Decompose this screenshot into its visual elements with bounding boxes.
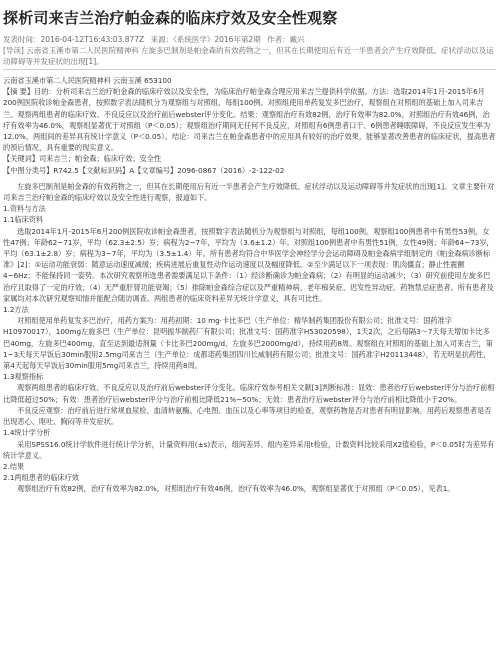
heading-statistics: 1.4统计学分析 <box>3 428 51 438</box>
abstract: 【摘 要】目的：分析司来吉兰治疗帕金森的临床疗效以及安全性，为临床治疗帕金森合理应用来吉兰提供科学依据。方法：选取2014年1月-2015年6月200例医院收诊帕金森患者，按照数字表法随机分为观察组与对照组，每组100例。对照组使用单药复发多巴治疗，观察组在对照组的基础上加入司来吉兰。观察两组患者的临床疗效、不良反应以及治疗前后webster评分变化。结果：观察组治疗有效82例，治疗有效率为82.0%，对照组治疗有效46例，治疗有效率为46.0%，观察组显著优于对照组（P＜0.05）；观察组治疗期间无任何不良反应，对照组有6例患者口干、6例患者睡眠障碍，不良反应发生率为12.0%，两组间的差异具有统计学意义（P＜0.05）。结论：司来吉兰在帕金森患者中的应用具有较好的治疗效果，能够显著改善患者的临床症状，提高患者的预后情况，具有重要的现实意义。 <box>3 87 496 153</box>
article-meta <box>3 34 496 45</box>
article-body <box>3 71 496 495</box>
publish-date: 发表时间：2016-04-12T16:43:03.877Z <box>3 35 145 44</box>
heading-methods: 1.资料与方法 <box>3 204 46 214</box>
clinical-data-paragraph: 选取2014年1月-2015年6月200例医院收诊帕金森患者，按照数字表法随机分为观察组与对照组，每组100例。观察组100例患者中有男性53例，女性47例；年龄62~71岁，平均（62.3±2.5）岁；病程为2~7年，平均为（3.6±1.2）年。对照组100例患者中有男性51例，女性49例；年龄64~73岁，平均（63.1±2.8）岁；病程为3~7年，平均为（3.5±1.4）年。所有患者均符合中华医学会神经学分会运动障碍及帕金森病学组制定的《帕金森病诊断标准》[2]：①运动功能衰弱：随意运动速度减缓；疾病进展后重复性动作运动速度以及幅度降低。②至少满足以下一项表现：肌肉僵直；静止性震颤4~6Hz；不能保持同一姿势。本次研究观察所选患者需要满足以下条件：（1）经诊断确诊为帕金森病；（2）有明显的运动减少；（3）研究前使用左旋多巴治疗且取得了一定的疗效；（4）无严重肝肾功能衰竭；（5）排除帕金森综合症以及严重精神病、老年痴呆症、迟发性异动症、药物禁忌症患者。所有患者及家属均对本次研究观察知情并能配合随访调查。两组患者的临床资料差异无统计学意义，具有可比性。 <box>3 226 494 303</box>
method-paragraph: 对照组使用单药复发多巴治疗，用药方案为：用药初期：10 mg·卡比多巴（生产单位：精华制药集团股份有限公司；批准文号：国药准字H10970017），100mg左旋多巴（生产单位：昆明振华制药厂有限公司；批准文号：国药准字H53020598），1天2次，之后每隔3～7天每天增加卡比多巴40mg，左旋多巴400mg，直至达到最适剂量（卡比多巴200mg/d、左旋多巴2000mg/d），持续用药8周。观察组在对照组的基础上加入司来吉兰，第1~3天每天早饭后30min服用2.5mg司来吉兰（生产单位：成都诺药集团四川长威制药有限公司；批准文号：国药准字H20113448），若无明显抗药性，第4天起每天早饭后30min服用5mg司来吉兰，持续用药8周。 <box>3 316 493 371</box>
heading-observation: 1.3观察指标 <box>3 372 44 382</box>
article-source: 来源：《系统医学》2016年第2期 <box>150 35 261 44</box>
heading-efficacy: 2.1两组患者的临床疗效 <box>3 473 80 483</box>
statistics-paragraph: 采用SPSS16.0统计学软件进行统计学分析，计量资料用(±s)表示，组间差异、组内差异采用t检验，计数资料比较采用X2值检验，P＜0.05时为差异有统计学意义。 <box>3 439 495 460</box>
heading-method: 1.2方法 <box>3 305 29 315</box>
article-author[interactable]: 作者：戴兴 <box>267 35 305 44</box>
adverse-reaction-paragraph: 不良反应观察：治疗前后进行常规血尿检、血清转氨酶、心电图、血压以及心率等项目的检查，观察药物是否对患者有明显影响。用药后观察患者是否出现恶心、呕吐、胸闷等并发症状。 <box>3 405 492 427</box>
efficacy-paragraph: 观察组治疗有效82例，治疗有效率为82.0%，对照组治疗有效46例，治疗有效率为46.0%，观察组显著优于对照组（P＜0.05），见表1。 <box>17 484 455 494</box>
heading-clinical-data: 1.1临床资料 <box>3 215 44 225</box>
header-divider <box>3 69 496 70</box>
article-guide: [导读] 云南省玉溪市第二人民医院精神科 左旋多巴制剂是帕金森的有效药物之一，但其在长期使用后有近一半患者会产生疗效降低、症状浮动以及运动障碍等并发症状的出现[1]。 <box>3 46 494 66</box>
intro-paragraph: 左旋多巴制剂是帕金森的有效药物之一，但其在长期使用后有近一半患者会产生疗效降低、症状浮动以及运动障碍等并发症状的出现[1]。文章主要针对司来吉兰治疗帕金森的临床疗效以及安全性进行观察，报道如下。 <box>3 181 495 203</box>
affiliation: 云南省玉溪市第二人民医院精神科 云南玉溪 653100 <box>3 76 172 85</box>
classification: 【中图分类号】R742.5【文献标识码】A【文章编号】2096-0867（2016）-2-122-02 <box>3 165 285 175</box>
keywords: 【关键词】司来吉兰；帕金森；临床疗效；安全性 <box>3 154 162 164</box>
article-title: 探析司来吉兰治疗帕金森的临床疗效及安全性观察 <box>3 9 338 27</box>
observation-paragraph: 观察两组患者的临床疗效、不良反应以及治疗前后webster评分变化。临床疗效参考相关文献[3]判断标准：显效：患者治疗后webster评分与治疗前相比降低超过50%；有效：患者治疗后webster评分与治疗前相比降低21%~50%；无效：患者治疗后webster评分与治疗前相比降低小于20%。 <box>3 383 495 404</box>
heading-results: 2.结果 <box>3 461 25 471</box>
